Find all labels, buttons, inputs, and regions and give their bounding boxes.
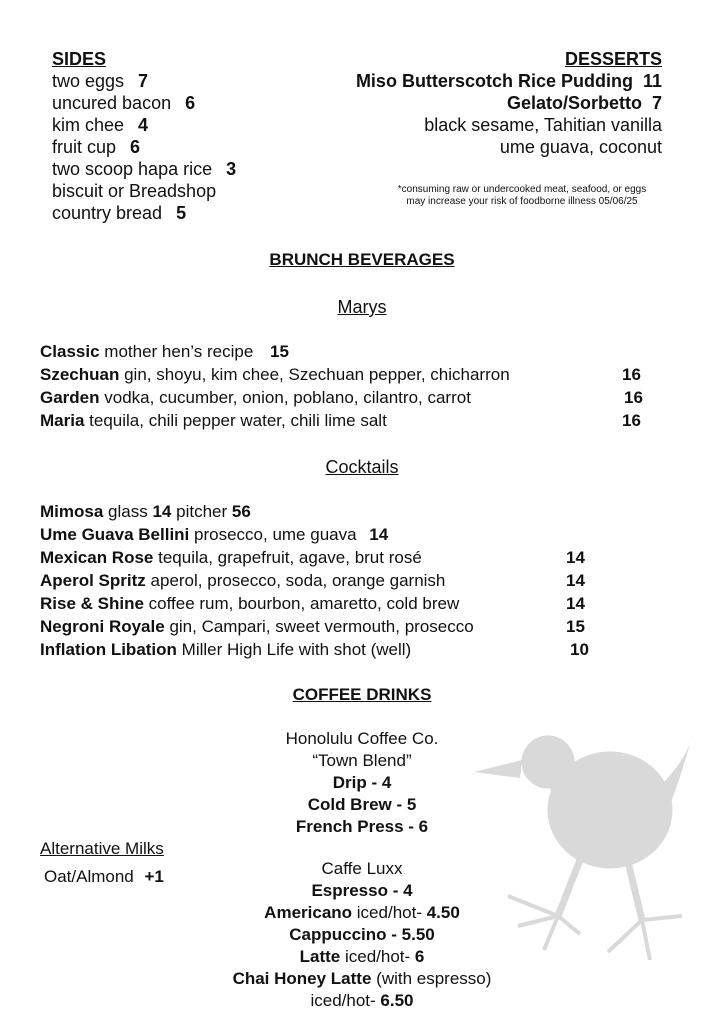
sides-item: uncured bacon 6 xyxy=(52,93,196,113)
coffee-item: Cappuccino - 5.50 xyxy=(289,925,435,944)
disclaimer-line: *consuming raw or undercooked meat, seafood, or eggs xyxy=(397,184,647,195)
roaster-name: Honolulu Coffee Co. xyxy=(285,729,439,748)
mary-row: Garden vodka, cucumber, onion, poblano, cilantro, carrot 16 xyxy=(40,388,643,407)
sides-item: two eggs 7 xyxy=(52,71,149,91)
coffee-item: Chai Honey Latte (with espresso) xyxy=(232,969,492,988)
desserts-section xyxy=(356,48,662,158)
cocktail-row: Negroni Royale gin, Campari, sweet vermouth, prosecco 15 xyxy=(40,617,585,636)
sides-title: SIDES xyxy=(52,49,107,69)
dessert-item: Miso Butterscotch Rice Pudding 11 xyxy=(355,71,662,91)
mary-row: Maria tequila, chili pepper water, chili lime salt 16 xyxy=(40,411,641,430)
coffee-item: Cold Brew - 5 xyxy=(307,795,417,814)
dessert-item: Gelato/Sorbetto 7 xyxy=(506,93,662,113)
cocktail-row: Mexican Rose tequila, grapefruit, agave, brut rosé 14 xyxy=(40,548,585,567)
spacer xyxy=(200,838,524,858)
cocktails-title: Cocktails xyxy=(325,457,399,477)
coffee-item: Latte iced/hot- 6 xyxy=(299,947,425,966)
sides-item: country bread 5 xyxy=(52,203,187,223)
cocktail-row: Ume Guava Bellini prosecco, ume guava 14 xyxy=(40,525,389,544)
foodborne-disclaimer xyxy=(372,184,672,208)
coffee-menu xyxy=(200,728,524,1012)
cocktail-row: Inflation Libation Miller High Life with shot (well) 10 xyxy=(40,640,589,659)
roaster-name: Caffe Luxx xyxy=(321,859,403,878)
mary-row: Szechuan gin, shoyu, kim chee, Szechuan pepper, chicharron 16 xyxy=(40,365,641,384)
coffee-item: French Press - 6 xyxy=(295,817,429,836)
coffee-item: Espresso - 4 xyxy=(311,881,413,900)
cocktail-row: Mimosa glass 14 pitcher 56 xyxy=(40,502,251,521)
dessert-flavors: black sesame, Tahitian vanilla xyxy=(424,115,662,135)
alternative-milks-title: Alternative Milks xyxy=(40,839,164,858)
coffee-item: iced/hot- 6.50 xyxy=(310,991,414,1010)
dessert-flavors: ume guava, coconut xyxy=(499,137,662,157)
brunch-beverages-title: BRUNCH BEVERAGES xyxy=(269,250,455,269)
cocktail-row: Rise & Shine coffee rum, bourbon, amaretto, cold brew 14 xyxy=(40,594,585,613)
disclaimer-line: may increase your risk of foodborne illness 05/06/25 xyxy=(406,196,638,207)
coffee-drinks-title: COFFEE DRINKS xyxy=(292,685,432,704)
blend-name: “Town Blend” xyxy=(312,751,412,770)
alternative-milks-item: Oat/Almond +1 xyxy=(44,867,164,886)
sides-item: two scoop hapa rice 3 xyxy=(52,159,237,179)
marys-title: Marys xyxy=(337,297,387,317)
sides-section xyxy=(52,48,236,224)
mary-row: Classic mother hen’s recipe 15 xyxy=(40,342,289,361)
desserts-title: DESSERTS xyxy=(564,49,662,69)
coffee-item: Americano iced/hot- 4.50 xyxy=(264,903,460,922)
sides-item: fruit cup 6 xyxy=(52,137,141,157)
coffee-item: Drip - 4 xyxy=(332,773,392,792)
sides-item: kim chee 4 xyxy=(52,115,149,135)
sides-item: biscuit or Breadshop xyxy=(52,181,217,201)
cocktail-row: Aperol Spritz aperol, prosecco, soda, orange garnish 14 xyxy=(40,571,585,590)
